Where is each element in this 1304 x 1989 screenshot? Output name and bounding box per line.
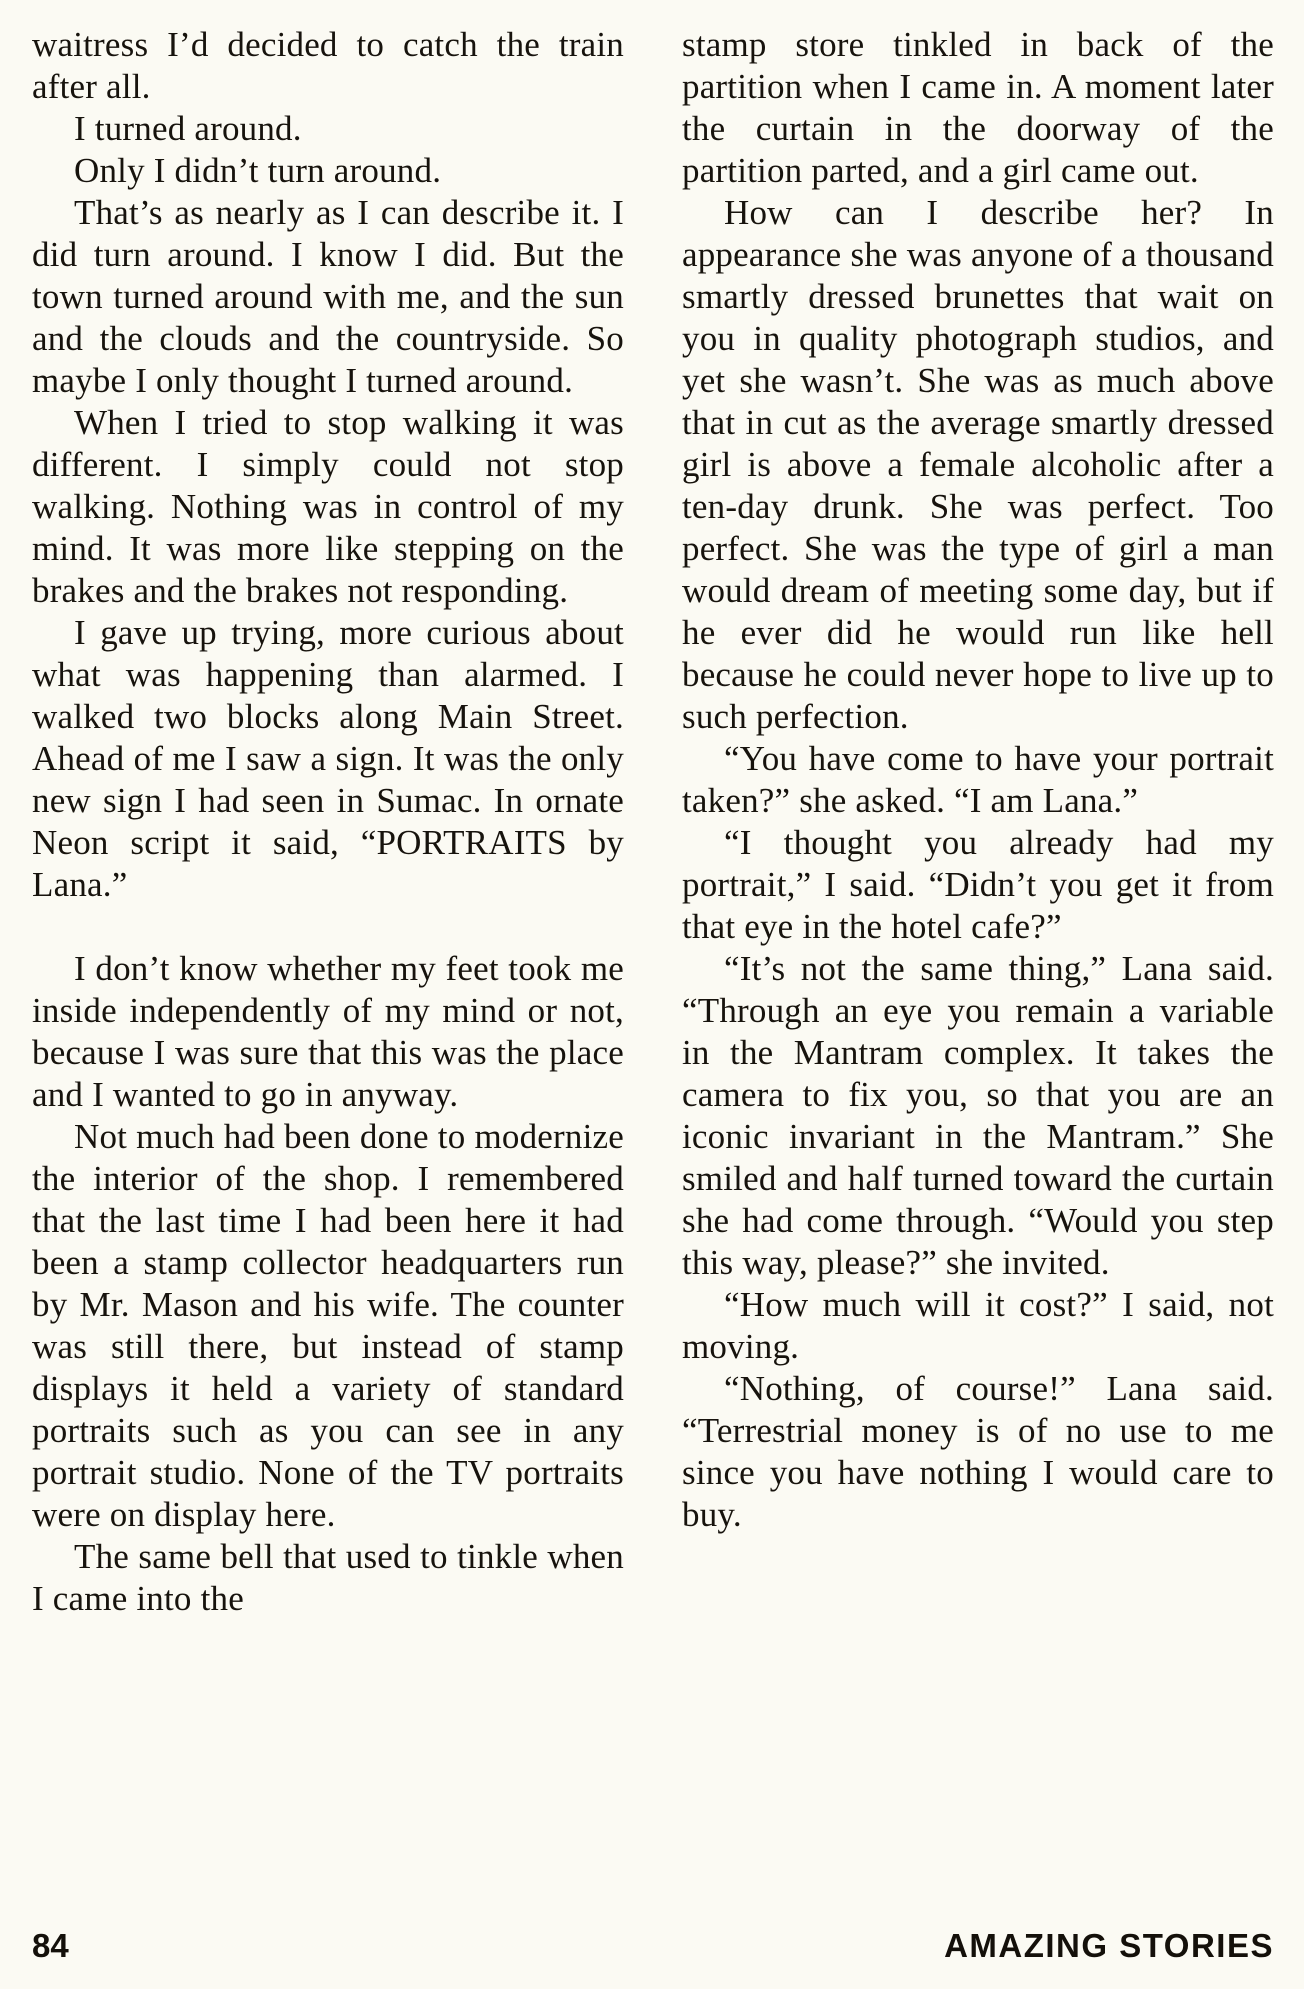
paragraph: “It’s not the same thing,” Lana said. “Through an eye you remain a variable in the Mantram complex. It takes the camera to fix you, so that you are an iconic invariant in the Mantram.” She smiled and half turned toward the curtain she had come through. “Would you step this way, please?” she invited. bbox=[682, 949, 1274, 1282]
paragraph: “How much will it cost?” I said, not moving. bbox=[682, 1285, 1274, 1366]
paragraph: That’s as nearly as I can describe it. I did turn around. I know I did. But the town turned around with me, and the sun and the clouds and the countryside. So maybe I only thought I turned around. bbox=[32, 193, 624, 400]
paragraph: Not much had been done to modernize the interior of the shop. I remembered that the last time I had been here it had been a stamp collector headquarters run by Mr. Mason and his wife. The counter was still there, but instead of stamp displays it held a variety of standard portraits such as you can see in any portrait studio. None of the TV portraits were on display here. bbox=[32, 1117, 624, 1534]
paragraph: The same bell that used to tinkle when I came into the bbox=[32, 1537, 624, 1618]
paragraph: When I tried to stop walking it was different. I simply could not stop walking. Nothing was in control of my mind. It was more like stepping on the brakes and the brakes not responding. bbox=[32, 403, 624, 610]
page-footer bbox=[32, 1927, 1274, 1965]
paragraph: stamp store tinkled in back of the partition when I came in. A moment later the curtain in the doorway of the partition parted, and a girl came out. bbox=[682, 25, 1274, 190]
paragraph: “You have come to have your portrait taken?” she asked. “I am Lana.” bbox=[682, 739, 1274, 820]
text-column-right bbox=[682, 24, 1274, 1620]
magazine-title: AMAZING STORIES bbox=[944, 1927, 1274, 1964]
text-column-left bbox=[32, 24, 624, 1620]
paragraph: “I thought you already had my portrait,” I said. “Didn’t you get it from that eye in the hotel cafe?” bbox=[682, 823, 1274, 946]
paragraph: How can I describe her? In appearance she was anyone of a thousand smartly dressed brunettes that wait on you in quality photograph studios, and yet she wasn’t. She was as much above that in cut as the average smartly dressed girl is above a female alcoholic after a ten-day drunk. She was perfect. Too perfect. She was the type of girl a man would dream of meeting some day, but if he ever did he would run like hell because he could never hope to live up to such perfection. bbox=[682, 193, 1274, 736]
paragraph: I don’t know whether my feet took me inside independently of my mind or not, because I was sure that this was the place and I wanted to go in anyway. bbox=[32, 949, 624, 1114]
paragraph: Only I didn’t turn around. bbox=[74, 151, 442, 190]
text-columns bbox=[32, 24, 1274, 1620]
paragraph: waitress I’d decided to catch the train after all. bbox=[32, 25, 624, 106]
paragraph: I turned around. bbox=[74, 109, 302, 148]
paragraph: I gave up trying, more curious about what was happening than alarmed. I walked two blocks along Main Street. Ahead of me I saw a sign. It was the only new sign I had seen in Sumac. In ornate Neon script it said, “PORTRAITS by Lana.” bbox=[32, 613, 624, 904]
page-number: 84 bbox=[32, 1927, 69, 1964]
paragraph: “Nothing, of course!” Lana said. “Terrestrial money is of no use to me since you have nothing I would care to buy. bbox=[682, 1369, 1274, 1534]
